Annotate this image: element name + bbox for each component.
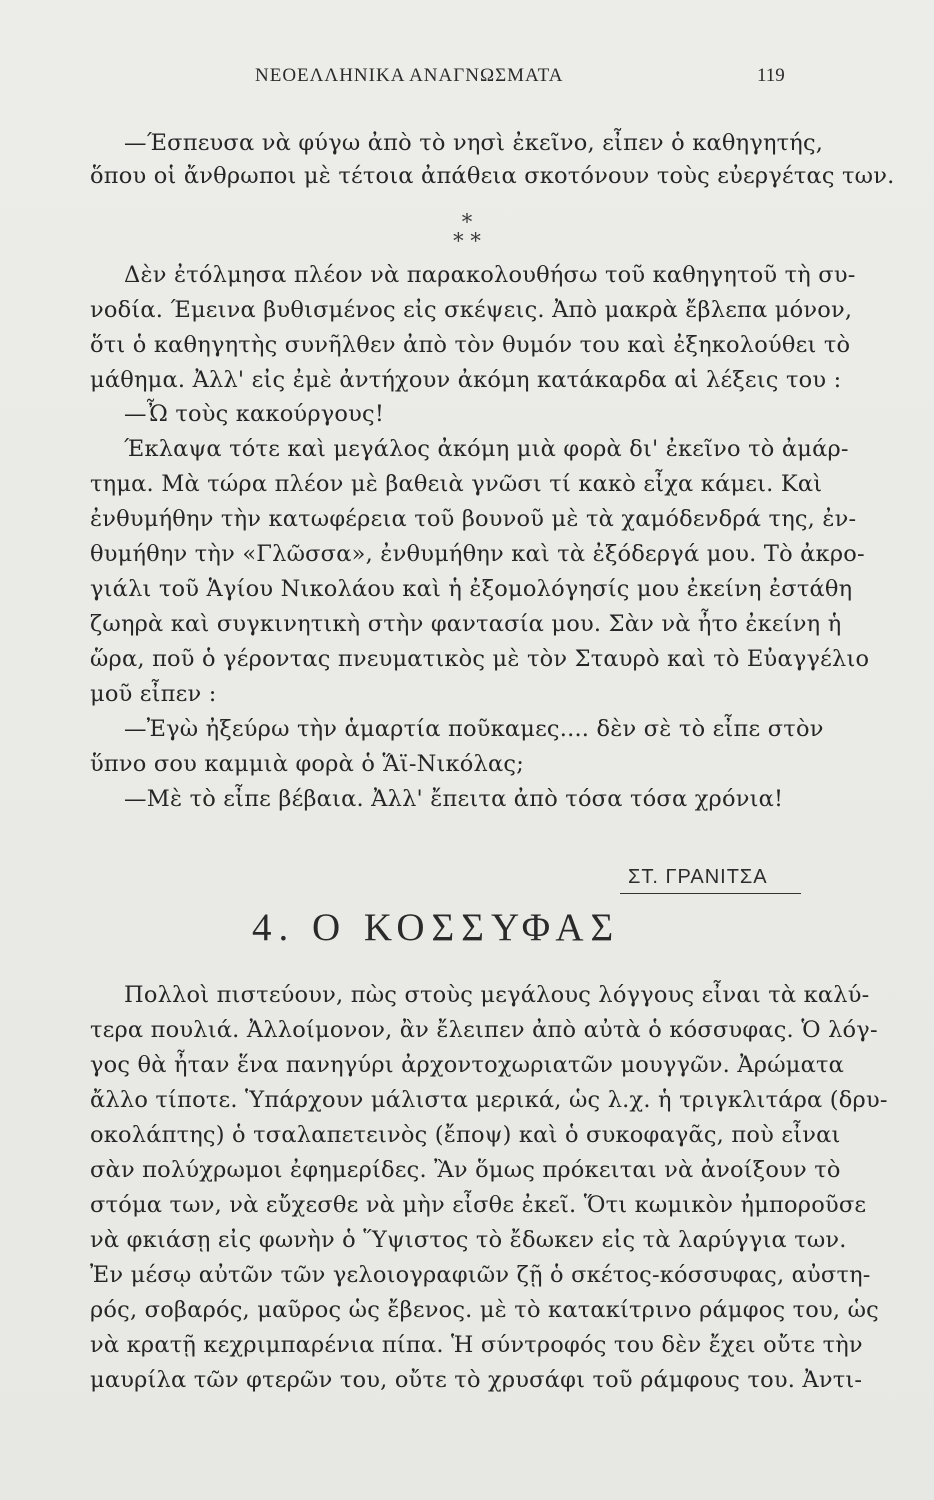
text-line: νὰ φκιάσῃ εἰς φωνὴν ὁ Ὕψιστος τὸ ἔδωκεν εἰς τὰ λαρύγγια των. (90, 1227, 847, 1253)
text-line: νὰ κρατῇ κεχριμπαρένια πίπα. Ἡ σύντροφός του δὲν ἔχει οὔτε τὴν (90, 1332, 863, 1358)
opening-paragraph (90, 128, 895, 198)
text-line: γος θὰ ἦταν ἕνα πανηγύρι ἀρχοντοχωριατῶν μουγγῶν. Ἀρώματα (90, 1052, 845, 1078)
text-line: Δὲν ἐτόλμησα πλέον νὰ παρακολουθήσω τοῦ καθηγητοῦ τὴ συ- (124, 262, 856, 288)
text-line: γιάλι τοῦ Ἁγίου Νικολάου καὶ ἡ ἐξομολόγησίς μου ἐκείνη ἐστάθη (90, 576, 853, 602)
text-line: θυμήθην τὴν «Γλῶσσα», ἐνθυμήθην καὶ τὰ ἐξόδεργά μου. Τὸ ἀκρο- (90, 541, 865, 567)
text-line: σὰν πολύχρωμοι ἐφημερίδες. Ἂν ὅμως πρόκειται νὰ ἀνοίξουν τὸ (90, 1157, 841, 1183)
author-signature: ΣΤ. ΓΡΑΝΙΤΣΑ (628, 866, 768, 888)
text-line: ὥρα, ποῦ ὁ γέροντας πνευματικὸς μὲ τὸν Σταυρὸ καὶ τὸ Εὐαγγέλιο (90, 646, 870, 672)
text-line: νοδία. Έμεινα βυθισμένος εἰς σκέψεις. Ἀπὸ μακρὰ ἔβλεπα μόνον, (90, 297, 853, 323)
section-divider-top-star: * (461, 210, 473, 234)
text-line: ρός, σοβαρός, μαῦρος ὡς ἔβενος. μὲ τὸ κατακίτρινο ράμφος του, ὡς (90, 1297, 879, 1323)
text-line: ὅπου οἱ ἄνθρωποι μὲ τέτοια ἀπάθεια σκοτόνουν τοὺς εὐεργέτας των. (90, 163, 895, 189)
text-line: —Ὦ τοὺς κακούργους! (124, 401, 385, 427)
page-number: 119 (757, 65, 785, 86)
text-line: Πολλοὶ πιστεύουν, πὼς στοὺς μεγάλους λόγγους εἶναι τὰ καλύ- (124, 982, 870, 1008)
text-line: μάθημα. Ἀλλ' εἰς ἐμὲ ἀντήχουν ἀκόμη κατάκαρδα αἱ λέξεις του : (90, 367, 842, 393)
text-line: τερα πουλιά. Ἀλλοίμονον, ἂν ἔλειπεν ἀπὸ αὐτὰ ὁ κόσσυφας. Ὁ λόγ- (90, 1017, 878, 1043)
text-line: τημα. Μὰ τώρα πλέον μὲ βαθειὰ γνῶσι τί κακὸ εἶχα κάμει. Καὶ (90, 471, 823, 497)
section-divider-bottom-stars: * * (453, 229, 481, 253)
running-header (0, 65, 934, 95)
section-title: 4. Ο ΚΟΣΣΥΦΑΣ (252, 906, 621, 949)
middle-paragraphs (90, 260, 870, 812)
text-line: οκολάπτης) ὁ τσαλαπετεινὸς (ἔποψ) καὶ ὁ συκοφαγᾶς, ποὺ εἶναι (90, 1122, 841, 1148)
text-line: Ἐν μέσῳ αὐτῶν τῶν γελοιογραφιῶν ζῇ ὁ σκέτος-κόσσυφας, αὐστη- (90, 1262, 871, 1288)
text-line: Έκλαψα τότε καὶ μεγάλος ἀκόμη μιὰ φορὰ δι' ἐκεῖνο τὸ ἀμάρ- (124, 436, 849, 462)
text-line: ἐνθυμήθην τὴν κατωφέρεια τοῦ βουνοῦ μὲ τὰ χαμόδενδρά της, ἐν- (90, 506, 857, 532)
text-line: ὕπνο σου καμμιὰ φορὰ ὁ Ἅϊ-Νικόλας; (90, 751, 524, 777)
closing-paragraph (90, 980, 888, 1440)
text-line: μαυρίλα τῶν φτερῶν του, οὔτε τὸ χρυσάφι τοῦ ράμφους του. Ἀντι- (90, 1367, 863, 1393)
running-title: ΝΕΟΕΛΛΗΝΙΚΑ ΑΝΑΓΝΩΣΜΑΤΑ (255, 65, 564, 86)
text-line: μοῦ εἶπεν : (90, 681, 217, 707)
text-line: —Έσπευσα νὰ φύγω ἀπὸ τὸ νησὶ ἐκεῖνο, εἶπεν ὁ καθηγητής, (124, 130, 824, 156)
text-line: ἄλλο τίποτε. Ὑπάρχουν μάλιστα μερικά, ὡς λ.χ. ἡ τριγκλιτάρα (δρυ- (90, 1087, 888, 1113)
text-line: ζωηρὰ καὶ συγκινητικὴ στὴν φαντασία μου. Σὰν νὰ ἦτο ἐκείνη ἡ (90, 611, 842, 637)
signature-rule (620, 893, 801, 894)
text-line: ὅτι ὁ καθηγητὴς συνῆλθεν ἀπὸ τὸν θυμόν του καὶ ἐξηκολούθει τὸ (90, 332, 851, 358)
text-line: —Ἐγὼ ἠξεύρω τὴν ἁμαρτία ποῦκαμες.... δὲν σὲ τὸ εἶπε στὸν (124, 716, 824, 742)
text-line: —Μὲ τὸ εἶπε βέβαια. Ἀλλ' ἔπειτα ἀπὸ τόσα τόσα χρόνια! (124, 786, 784, 812)
text-line: στόμα των, νὰ εὔχεσθε νὰ μὴν εἶσθε ἐκεῖ. Ὅτι κωμικὸν ἠμποροῦσε (90, 1192, 867, 1218)
